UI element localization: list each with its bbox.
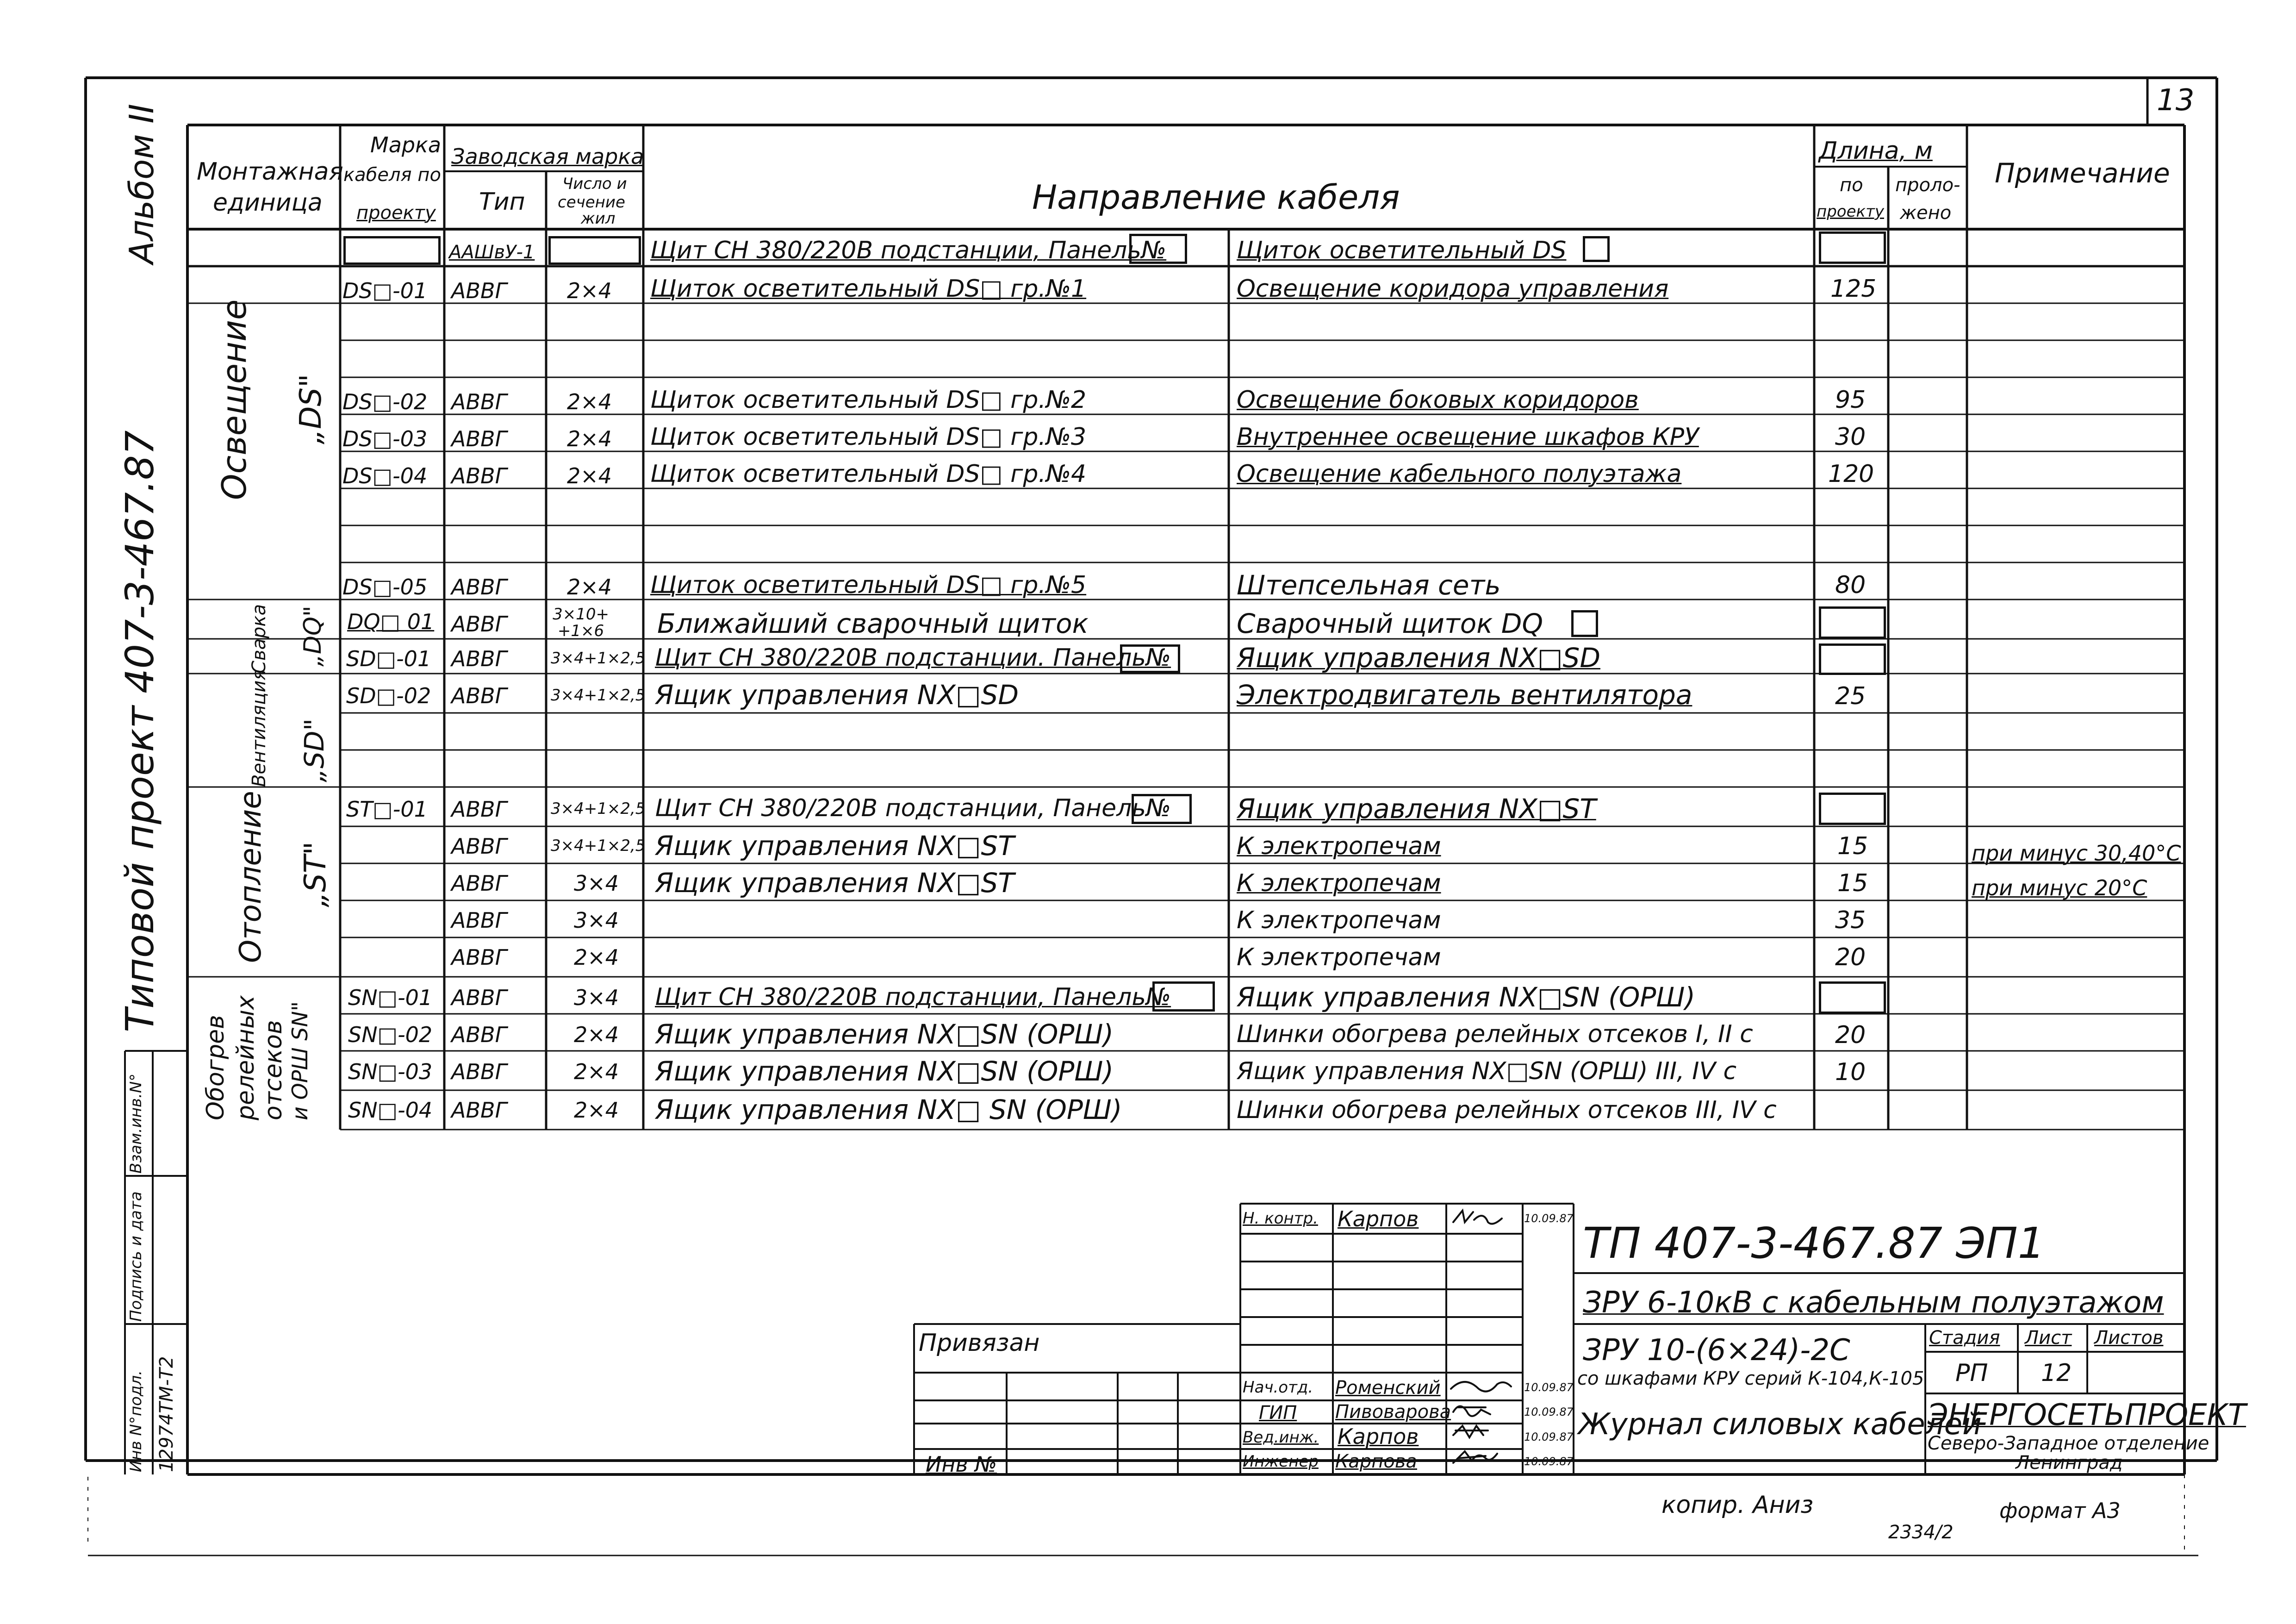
- table-cell-type: АВВГ: [451, 945, 507, 970]
- group-code-lighting: „DS": [294, 374, 328, 444]
- signer-name: Роменский: [1335, 1377, 1441, 1399]
- table-cell-length: 80: [1835, 571, 1866, 599]
- format-note: формат А3: [1999, 1498, 2121, 1523]
- table-cell-type: АВВГ: [451, 985, 507, 1010]
- signer-name: Карпов: [1338, 1206, 1419, 1231]
- table-cell-cores: 3×4: [574, 871, 619, 896]
- table-cell-mark: DS□-03: [342, 426, 428, 451]
- table-cell-mark: SD□-01: [346, 646, 431, 671]
- table-cell-note: при минус 30,40°С: [1972, 841, 2181, 866]
- panel-number-box: [1152, 981, 1215, 1012]
- document-title: ЗРУ 6-10кВ с кабельным полуэтажом: [1583, 1286, 2164, 1320]
- table-cell-to: Шинки обогрева релейных отсеков III, IV с: [1237, 1096, 1777, 1124]
- page-number: 13: [2157, 83, 2195, 118]
- table-cell-mark: DS□-02: [342, 389, 428, 414]
- table-cell-mark: SN□-03: [348, 1059, 433, 1084]
- table-cell-mark: SD□-02: [346, 683, 431, 708]
- table-cell-type: АВВГ: [451, 278, 507, 303]
- group-title-lighting: Освещение: [215, 299, 254, 500]
- length-box: [1819, 606, 1886, 639]
- table-cell-to: Освещение кабельного полуэтажа: [1237, 460, 1682, 488]
- table-cell-to: Ящик управления NX□SD: [1237, 642, 1600, 674]
- length-box: [1819, 231, 1886, 264]
- signer-date: 10.09.87: [1524, 1212, 1574, 1225]
- table-cell-length: 30: [1835, 423, 1866, 451]
- table-cell-length: 95: [1835, 386, 1866, 414]
- table-cell-to: Штепсельная сеть: [1237, 569, 1501, 601]
- table-cell-length: 25: [1835, 682, 1866, 710]
- table-cell-from: Щиток осветительный DS□ гр.№3: [650, 423, 1087, 451]
- table-cell-type: АВВГ: [451, 871, 507, 896]
- table-cell-length: 20: [1835, 1021, 1866, 1049]
- table-cell-to: Щиток осветительный DS: [1237, 237, 1567, 264]
- panel-number-box: [1120, 644, 1180, 673]
- table-cell-to: Сварочный щиток DQ: [1237, 608, 1543, 639]
- table-cell-type: АВВГ: [451, 683, 507, 708]
- ds-number-box: [1583, 236, 1610, 262]
- table-cell-cores: 3×4+1×2,5: [551, 800, 646, 818]
- side-stamp-replace-label: Взам.инв.N°: [127, 1073, 145, 1174]
- length-box: [1819, 643, 1886, 675]
- table-cell-to: Ящик управления NX□ST: [1237, 793, 1596, 824]
- table-cell-mark: DS□-04: [342, 463, 428, 488]
- side-stamp-sign-label: Подпись и дата: [127, 1191, 145, 1322]
- table-cell-type: ААШвУ-1: [449, 242, 535, 263]
- table-cell-type: АВВГ: [451, 612, 507, 637]
- sheet-value: 12: [2041, 1359, 2072, 1387]
- signature-scribbles: [1451, 1211, 1511, 1463]
- table-cell-from: Щит СН 380/220В подстанции. Панель№: [655, 644, 1171, 672]
- dq-number-box: [1571, 610, 1598, 637]
- table-cell-length: 15: [1837, 869, 1868, 897]
- signer-date: 10.09.87: [1524, 1455, 1574, 1468]
- table-cell-length: 20: [1835, 943, 1866, 971]
- table-cell-mark: SN□-01: [348, 985, 433, 1010]
- table-cell-to: Ящик управления NX□SN (ОРШ): [1237, 981, 1696, 1013]
- table-cell-from: Щиток осветительный DS□ гр.№2: [650, 386, 1087, 414]
- cable-mark-box: [343, 236, 441, 265]
- table-cell-mark: ST□-01: [346, 797, 428, 822]
- document-subtitle: ЗРУ 10-(6×24)-2С: [1583, 1333, 1850, 1368]
- group-title-welding: Сварка: [249, 604, 270, 674]
- length-box: [1819, 793, 1886, 825]
- organization-name: ЭНЕРГОСЕТЬПРОЕКТ: [1928, 1398, 2246, 1432]
- panel-number-box: [1129, 234, 1187, 264]
- table-cell-type: АВВГ: [451, 426, 507, 451]
- document-subtitle-2: со шкафами КРУ серий К-104,К-105: [1577, 1368, 1924, 1389]
- table-cell-mark: DQ□ 01: [347, 609, 435, 634]
- table-cell-type: АВВГ: [451, 463, 507, 488]
- table-cell-mark: DS□-05: [342, 575, 428, 600]
- length-box: [1819, 981, 1886, 1014]
- header-direction: Направление кабеля: [1032, 178, 1400, 217]
- table-cell-cores: 2×4: [574, 1098, 619, 1123]
- cores-box: [548, 236, 641, 265]
- group-title-ventilation: Вентиляция: [249, 669, 270, 787]
- table-cell-cores: 3×4+1×2,5: [551, 686, 646, 705]
- table-cell-from: Ящик управления NX□ST: [655, 867, 1014, 899]
- signer-role: Нач.отд.: [1243, 1378, 1313, 1397]
- table-cell-to: Электродвигатель вентилятора: [1237, 679, 1692, 711]
- table-cell-type: АВВГ: [451, 646, 507, 671]
- table-cell-to: К электропечам: [1237, 906, 1441, 934]
- inv-label: Инв №: [926, 1452, 997, 1477]
- signer-name: Карпов: [1338, 1424, 1419, 1449]
- header-note: Примечание: [1995, 157, 2170, 189]
- table-cell-cores: 3×4+1×2,5: [551, 837, 646, 855]
- header-length: Длина, м: [1819, 137, 1933, 165]
- table-cell-to: Освещение коридора управления: [1237, 275, 1669, 303]
- copyist-note: копир. Аниз: [1661, 1491, 1814, 1519]
- sheets-header: Листов: [2094, 1327, 2164, 1349]
- table-cell-mark: SN□-04: [348, 1098, 433, 1123]
- header-type: Тип: [479, 188, 525, 216]
- table-cell-type: АВВГ: [451, 389, 507, 414]
- table-cell-from: Ящик управления NX□SN (ОРШ): [655, 1056, 1114, 1087]
- signer-role: Вед.инж.: [1243, 1428, 1319, 1447]
- album-label: Альбом II: [122, 104, 161, 264]
- signer-date: 10.09.87: [1524, 1430, 1574, 1443]
- table-cell-length: 125: [1830, 275, 1877, 303]
- table-cell-length: 120: [1828, 460, 1874, 488]
- tied-label: Привязан: [919, 1329, 1040, 1357]
- group-title-heating: Отопление: [234, 791, 268, 963]
- signer-role: ГИП: [1259, 1402, 1297, 1424]
- table-cell-cores: 2×4: [567, 278, 612, 303]
- document-code: ТП 407-3-467.87 ЭП1: [1583, 1218, 2045, 1268]
- table-cell-to: Освещение боковых коридоров: [1237, 386, 1639, 414]
- table-cell-cores: 2×4: [567, 426, 612, 451]
- panel-number-box: [1132, 794, 1192, 824]
- table-cell-from: Ящик управления NX□SD: [655, 679, 1019, 711]
- table-cell-cores: 3×10+ +1×6: [553, 605, 609, 640]
- table-cell-mark: DS□-01: [342, 278, 428, 303]
- table-cell-mark: SN□-02: [348, 1022, 433, 1047]
- table-cell-cores: 3×4: [574, 985, 619, 1010]
- organization-department: Северо-Западное отделение: [1928, 1433, 2209, 1454]
- table-cell-type: АВВГ: [451, 797, 507, 822]
- table-cell-type: АВВГ: [451, 1022, 507, 1047]
- table-cell-to: К электропечам: [1237, 832, 1441, 860]
- table-cell-from: Щиток осветительный DS□ гр.№1: [650, 275, 1087, 303]
- sheet-header: Лист: [2025, 1327, 2072, 1349]
- signer-date: 10.09.87: [1524, 1381, 1574, 1394]
- table-cell-type: АВВГ: [451, 908, 507, 933]
- table-cell-from: Щиток осветительный DS□ гр.№4: [650, 460, 1087, 488]
- organization-city: Ленинград: [2016, 1452, 2123, 1474]
- table-cell-from: Щит СН 380/220В подстанции, Панель№: [650, 237, 1167, 264]
- table-cell-cores: 3×4: [574, 908, 619, 933]
- table-cell-from: Щит СН 380/220В подстанции, Панель№: [655, 983, 1171, 1011]
- signer-role: Н. контр.: [1243, 1209, 1318, 1228]
- signer-name: Пивоварова: [1335, 1401, 1451, 1423]
- table-cell-cores: 2×4: [574, 945, 619, 970]
- header-factory-mark: Заводская марка: [451, 144, 644, 169]
- stage-value: РП: [1955, 1359, 1988, 1387]
- table-cell-cores: 2×4: [574, 1059, 619, 1084]
- table-cell-type: АВВГ: [451, 575, 507, 600]
- group-code-welding: „DQ": [299, 606, 327, 667]
- table-cell-type: АВВГ: [451, 1098, 507, 1123]
- table-cell-cores: 2×4: [567, 389, 612, 414]
- table-cell-cores: 3×4+1×2,5: [551, 649, 646, 668]
- table-cell-from: Ящик управления NX□ST: [655, 830, 1014, 862]
- side-stamp-inv-label: Инв N°подл.: [127, 1370, 145, 1472]
- signer-role: Инженер: [1243, 1452, 1319, 1471]
- project-label: Типовой проект 407-3-467.87: [117, 430, 162, 1032]
- table-cell-from: Ящик управления NX□ SN (ОРШ): [655, 1094, 1122, 1125]
- group-code-heating: „ST": [299, 841, 333, 907]
- archive-code: 2334/2: [1888, 1522, 1954, 1543]
- table-cell-to: Шинки обогрева релейных отсеков I, II с: [1237, 1020, 1753, 1048]
- table-cell-from: Щиток осветительный DS□ гр.№5: [650, 571, 1087, 599]
- table-cell-type: АВВГ: [451, 834, 507, 859]
- table-cell-type: АВВГ: [451, 1059, 507, 1084]
- table-cell-to: Ящик управления NX□SN (ОРШ) III, IV с: [1237, 1057, 1737, 1085]
- table-cell-from: Щит СН 380/220В подстанции, Панель№: [655, 794, 1171, 822]
- document-name: Журнал силовых кабелей: [1578, 1407, 1982, 1442]
- table-cell-length: 15: [1837, 832, 1868, 860]
- table-cell-from: Ящик управления NX□SN (ОРШ): [655, 1018, 1114, 1050]
- table-cell-to: Внутреннее освещение шкафов КРУ: [1237, 423, 1699, 451]
- table-cell-from: Ближайший сварочный щиток: [657, 608, 1089, 639]
- group-code-ventilation: „SD": [299, 718, 330, 782]
- table-cell-to: К электропечам: [1237, 869, 1441, 897]
- table-cell-note: при минус 20°С: [1972, 875, 2147, 900]
- signer-date: 10.09.87: [1524, 1405, 1574, 1418]
- side-stamp-inv-value: 12974ТМ-Т2: [156, 1356, 177, 1472]
- table-cell-cores: 2×4: [567, 575, 612, 600]
- table-cell-cores: 2×4: [574, 1022, 619, 1047]
- table-cell-cores: 2×4: [567, 463, 612, 488]
- stage-header: Стадия: [1929, 1327, 2000, 1349]
- table-cell-to: К электропечам: [1237, 943, 1441, 971]
- table-cell-length: 10: [1835, 1058, 1866, 1086]
- signer-name: Карпова: [1335, 1451, 1418, 1472]
- table-cell-length: 35: [1835, 906, 1866, 934]
